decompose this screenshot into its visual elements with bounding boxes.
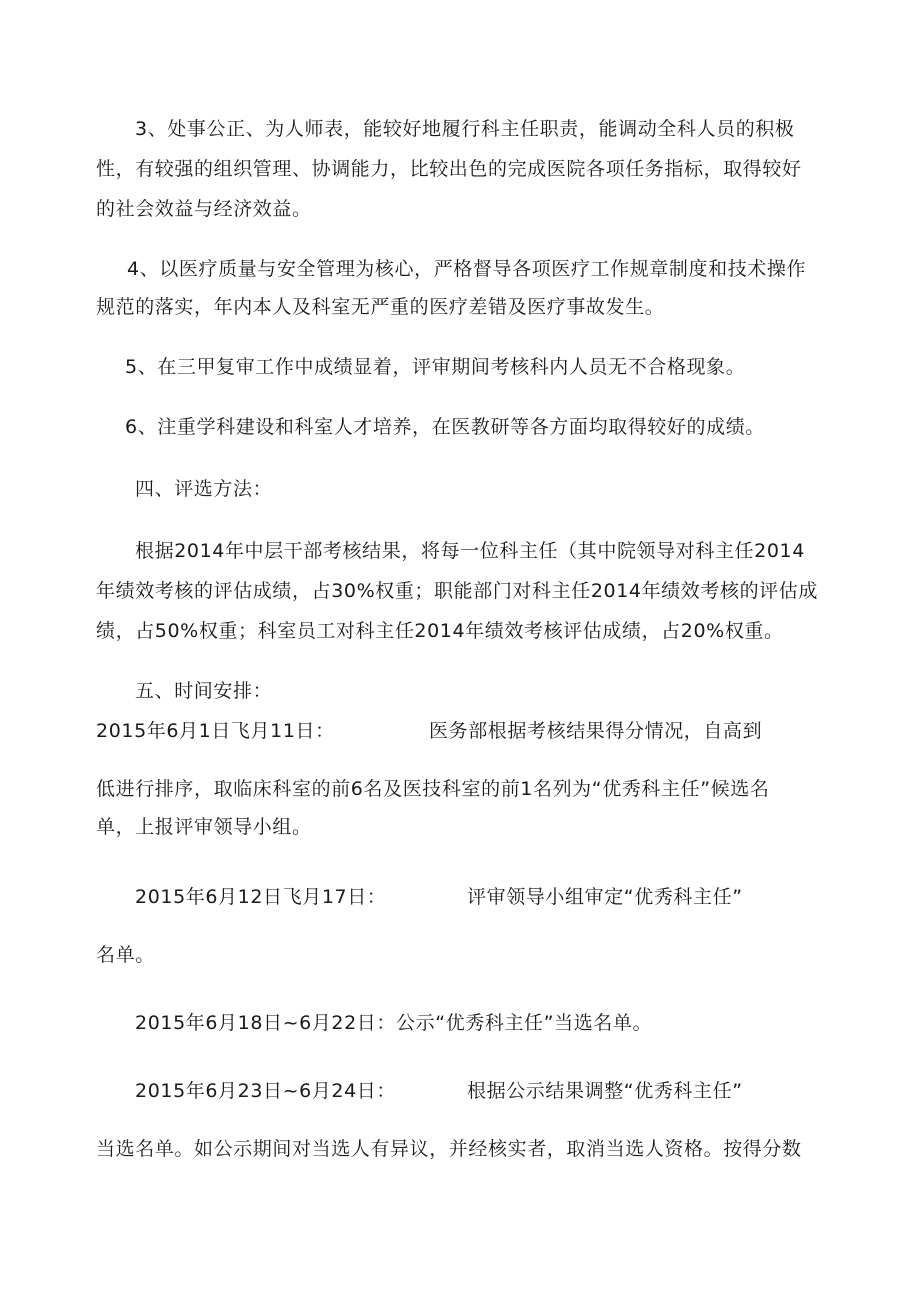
schedule2-cont1: 名单。 [96, 944, 155, 966]
schedule4-date: 2015年6月23日~6月24日： [135, 1080, 397, 1102]
schedule4-text: 根据公示结果调整“优秀科主任” [467, 1080, 743, 1102]
schedule1-text: 医务部根据考核结果得分情况，自高到 [429, 720, 763, 742]
section4-line3: 绩，占50%权重；科室员工对科主任2014年绩效考核评估成绩，占20%权重。 [96, 620, 784, 642]
item4-line1: 4、以医疗质量与安全管理为核心，严格督导各项医疗工作规章制度和技术操作 [127, 258, 807, 280]
item3-line3: 的社会效益与经济效益。 [96, 198, 312, 220]
item6-text: 6、注重学科建设和科室人才培养，在医教研等各方面均取得较好的成绩。 [125, 416, 765, 438]
item3-line1: 3、处事公正、为人师表，能较好地履行科主任职责，能调动全科人员的积极 [135, 118, 795, 140]
schedule1-cont1: 低进行排序，取临床科室的前6名及医技科室的前1名列为“优秀科主任”候选名 [96, 778, 770, 800]
schedule1-date: 2015年6月1日飞月11日： [96, 720, 335, 742]
item5-text: 5、在三甲复审工作中成绩显着，评审期间考核科内人员无不合格现象。 [125, 356, 746, 378]
section4-line2: 年绩效考核的评估成绩，占30%权重；职能部门对科主任2014年绩效考核的评估成 [96, 580, 818, 602]
schedule1-cont2: 单，上报评审领导小组。 [96, 816, 312, 838]
item3-line2: 性，有较强的组织管理、协调能力，比较出色的完成医院各项任务指标，取得较好 [96, 158, 802, 180]
schedule2-text: 评审领导小组审定“优秀科主任” [467, 886, 743, 908]
schedule3-text: 2015年6月18日~6月22日：公示“优秀科主任”当选名单。 [135, 1012, 653, 1034]
item4-line2: 规范的落实，年内本人及科室无严重的医疗差错及医疗事故发生。 [96, 296, 665, 318]
section4-heading: 四、评选方法： [135, 478, 273, 500]
section4-line1: 根据2014年中层干部考核结果，将每一位科主任（其中院领导对科主任2014 [135, 540, 805, 562]
section5-heading: 五、时间安排： [135, 680, 273, 702]
schedule2-date: 2015年6月12日飞月17日： [135, 886, 387, 908]
schedule4-cont1: 当选名单。如公示期间对当选人有异议，并经核实者，取消当选人资格。按得分数 [96, 1138, 802, 1160]
